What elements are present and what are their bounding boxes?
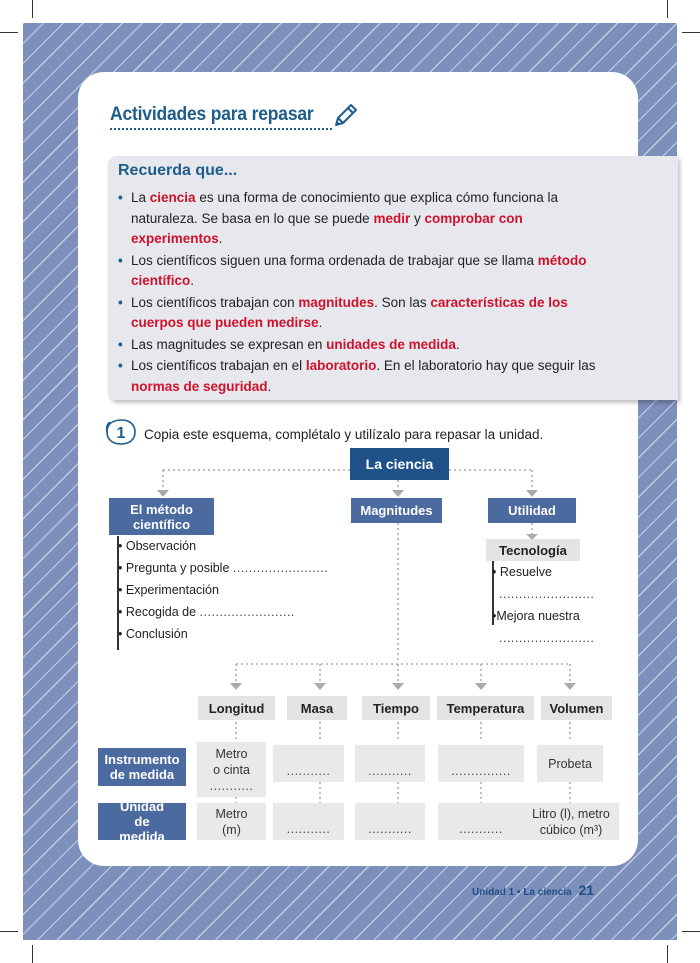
cell-instrumento-tiempo: ...........	[355, 745, 425, 782]
cell-instrumento-masa: ...........	[273, 745, 344, 782]
metodo-item: • Conclusión	[118, 627, 188, 641]
column-header-longitud: Longitud	[198, 696, 275, 720]
metodo-item: • Recogida de ........................	[118, 605, 295, 619]
highlight-term: comprobar con experimentos	[131, 210, 523, 246]
column-header-masa: Masa	[287, 696, 347, 720]
cell-unidad-temperatura: ...........	[438, 803, 524, 840]
recuerda-text: es una forma de conocimiento que explica cómo funciona la naturaleza. Se basa en lo que se puede	[131, 190, 559, 226]
recuerda-text: y	[410, 210, 425, 226]
recuerda-text: . Son las	[374, 294, 431, 310]
highlight-term: método científico	[131, 252, 587, 288]
column-header-volumen: Volumen	[541, 696, 612, 720]
cell-instrumento-longitud: Metro o cinta ...........	[197, 742, 266, 797]
recuerda-text: .	[267, 378, 272, 394]
row-label-unidad: Unidad de medida	[98, 803, 186, 840]
footer-topic: La ciencia	[523, 887, 572, 898]
cell-unidad-longitud: Metro (m)	[197, 803, 266, 840]
cell-instrumento-temperatura: ...............	[438, 745, 524, 782]
column-header-temperatura: Temperatura	[437, 696, 534, 720]
recuerda-text: Los científicos trabajan en el	[131, 358, 306, 373]
recuerda-text: Los científicos trabajan con	[131, 294, 299, 310]
row-label-instrumento: Instrumento de medida	[98, 748, 186, 786]
cell-unidad-volumen: Litro (l), metro cúbico (m³)	[523, 803, 619, 840]
column-header-tiempo: Tiempo	[362, 696, 430, 720]
highlight-term: magnitudes	[298, 294, 375, 310]
tecnologia-item: •Mejora nuestra	[492, 609, 580, 623]
recuerda-text: .	[318, 315, 323, 330]
highlight-term: características de los cuerpos que pueden medirse	[131, 294, 568, 330]
tecnologia-blank: ........................	[499, 631, 595, 645]
recuerda-text: .	[455, 336, 460, 352]
utilidad-box: Utilidad	[488, 498, 576, 523]
recuerda-text: .	[190, 273, 195, 288]
highlight-term: ciencia	[149, 190, 196, 205]
recuerda-text: Los científicos siguen una forma ordenada de trabajar que se llama	[131, 252, 538, 268]
page-number: 21	[578, 882, 595, 898]
highlight-term: normas de seguridad	[131, 378, 268, 394]
tecnologia-box: Tecnología	[486, 539, 580, 561]
cell-unidad-tiempo: ...........	[355, 803, 425, 840]
activity-number: 1	[116, 425, 126, 442]
highlight-term: unidades de medida	[326, 336, 456, 352]
recuerda-text: La	[131, 190, 150, 205]
metodo-box: El método científico	[109, 498, 214, 535]
highlight-term: medir	[373, 210, 411, 226]
footer-bullet: •	[517, 887, 521, 898]
page-title: Actividades para repasar	[110, 104, 314, 125]
metodo-item: • Observación	[118, 539, 197, 553]
highlight-term: laboratorio	[305, 358, 377, 373]
page-footer	[472, 882, 594, 898]
cell-unidad-masa: ...........	[273, 803, 344, 840]
recuerda-title: Recuerda que...	[118, 162, 238, 179]
recuerda-text: . En el laboratorio hay que seguir las	[376, 358, 596, 373]
cell-instrumento-volumen: Probeta	[537, 745, 603, 782]
recuerda-text: Las magnitudes se expresan en	[131, 336, 327, 352]
tecnologia-blank: ........................	[499, 587, 595, 601]
metodo-item: • Experimentación	[118, 583, 219, 597]
schema-root: La ciencia	[350, 448, 449, 480]
tecnologia-item: • Resuelve	[492, 565, 552, 579]
metodo-item: • Pregunta y posible ........................	[118, 561, 329, 575]
recuerda-text: .	[218, 231, 223, 246]
activity-instruction: Copia este esquema, complétalo y utilízalo para repasar la unidad.	[144, 427, 544, 442]
magnitudes-box: Magnitudes	[351, 498, 442, 523]
footer-unit: Unidad 1	[472, 887, 515, 898]
